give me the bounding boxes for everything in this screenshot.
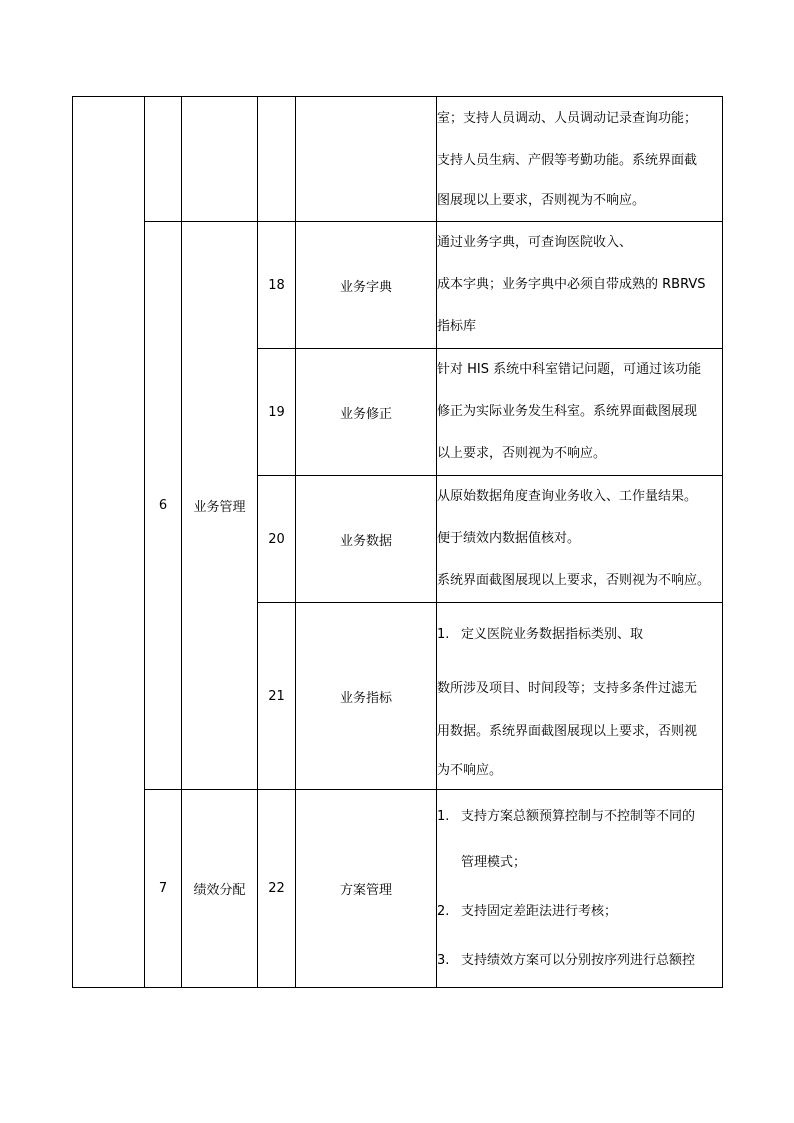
requirement-line: 为不响应。 bbox=[437, 763, 503, 778]
requirement-line: 以上要求，否则视为不响应。 bbox=[437, 446, 607, 461]
requirements-table bbox=[72, 96, 723, 988]
requirement-line: 修正为实际业务发生科室。系统界面截图展现 bbox=[437, 404, 698, 419]
item-name: 方案管理 bbox=[296, 790, 437, 988]
requirement-list-item bbox=[437, 794, 722, 840]
item-number-cell bbox=[258, 97, 296, 222]
category-name: 业务管理 bbox=[182, 222, 258, 790]
item-name: 业务数据 bbox=[296, 476, 437, 603]
blank-outer-cell bbox=[73, 97, 145, 988]
group-number-cell bbox=[145, 97, 182, 222]
category-name: 绩效分配 bbox=[182, 790, 258, 988]
table-row bbox=[73, 790, 723, 988]
requirement-line: 成本字典；业务字典中必须自带成熟的 RBRVS bbox=[437, 277, 706, 292]
list-text: 支持方案总额预算控制与不控制等不同的 bbox=[461, 808, 696, 824]
requirement-line: 图展现以上要求，否则视为不响应。 bbox=[437, 193, 646, 208]
table-row bbox=[73, 222, 723, 349]
item-name: 业务修正 bbox=[296, 349, 437, 476]
item-name: 业务指标 bbox=[296, 603, 437, 790]
item-number: 19 bbox=[258, 349, 296, 476]
list-number: 2. bbox=[437, 903, 450, 919]
list-text: 定义医院业务数据指标类别、取 bbox=[461, 627, 644, 642]
item-number: 21 bbox=[258, 603, 296, 790]
item-name-cell bbox=[296, 97, 437, 222]
item-name: 业务字典 bbox=[296, 222, 437, 349]
list-text: 支持固定差距法进行考核； bbox=[461, 903, 618, 919]
requirement-line: 通过业务字典，可查询医院收入、 bbox=[437, 235, 633, 250]
requirement-line: 系统界面截图展现以上要求，否则视为不响应。 bbox=[437, 573, 711, 588]
requirement-line: 指标库 bbox=[437, 319, 477, 334]
list-continuation: 管理模式； bbox=[461, 854, 527, 870]
requirement-list-item bbox=[437, 886, 722, 938]
category-cell bbox=[182, 97, 258, 222]
requirement-cell bbox=[437, 476, 723, 603]
item-number: 22 bbox=[258, 790, 296, 988]
group-number: 7 bbox=[145, 790, 182, 988]
requirement-line: 针对 HIS 系统中科室错记问题，可通过该功能 bbox=[437, 362, 702, 377]
item-number: 20 bbox=[258, 476, 296, 603]
requirement-cell bbox=[437, 790, 723, 988]
requirement-line: 支持人员生病、产假等考勤功能。系统界面截 bbox=[437, 153, 698, 168]
requirement-list-item bbox=[437, 938, 722, 984]
table-row bbox=[73, 97, 723, 222]
requirement-line: 数所涉及项目、时间段等；支持多条件过滤无 bbox=[437, 681, 698, 696]
item-number: 18 bbox=[258, 222, 296, 349]
requirement-list-item bbox=[437, 603, 722, 667]
list-number: 1. bbox=[437, 627, 450, 642]
list-number: 1. bbox=[437, 808, 450, 824]
requirement-line: 用数据。系统界面截图展现以上要求，否则视 bbox=[437, 724, 698, 739]
requirement-cell bbox=[437, 222, 723, 349]
requirement-line: 从原始数据角度查询业务收入、工作量结果。 bbox=[437, 489, 698, 504]
requirement-cell bbox=[437, 349, 723, 476]
requirement-cell bbox=[437, 97, 723, 222]
requirement-line: 室；支持人员调动、人员调动记录查询功能； bbox=[437, 111, 698, 126]
requirement-cell bbox=[437, 603, 723, 790]
requirement-line: 便于绩效内数据值核对。 bbox=[437, 531, 581, 546]
list-number: 3. bbox=[437, 952, 450, 968]
list-text: 支持绩效方案可以分别按序列进行总额控 bbox=[461, 952, 696, 968]
group-number: 6 bbox=[145, 222, 182, 790]
